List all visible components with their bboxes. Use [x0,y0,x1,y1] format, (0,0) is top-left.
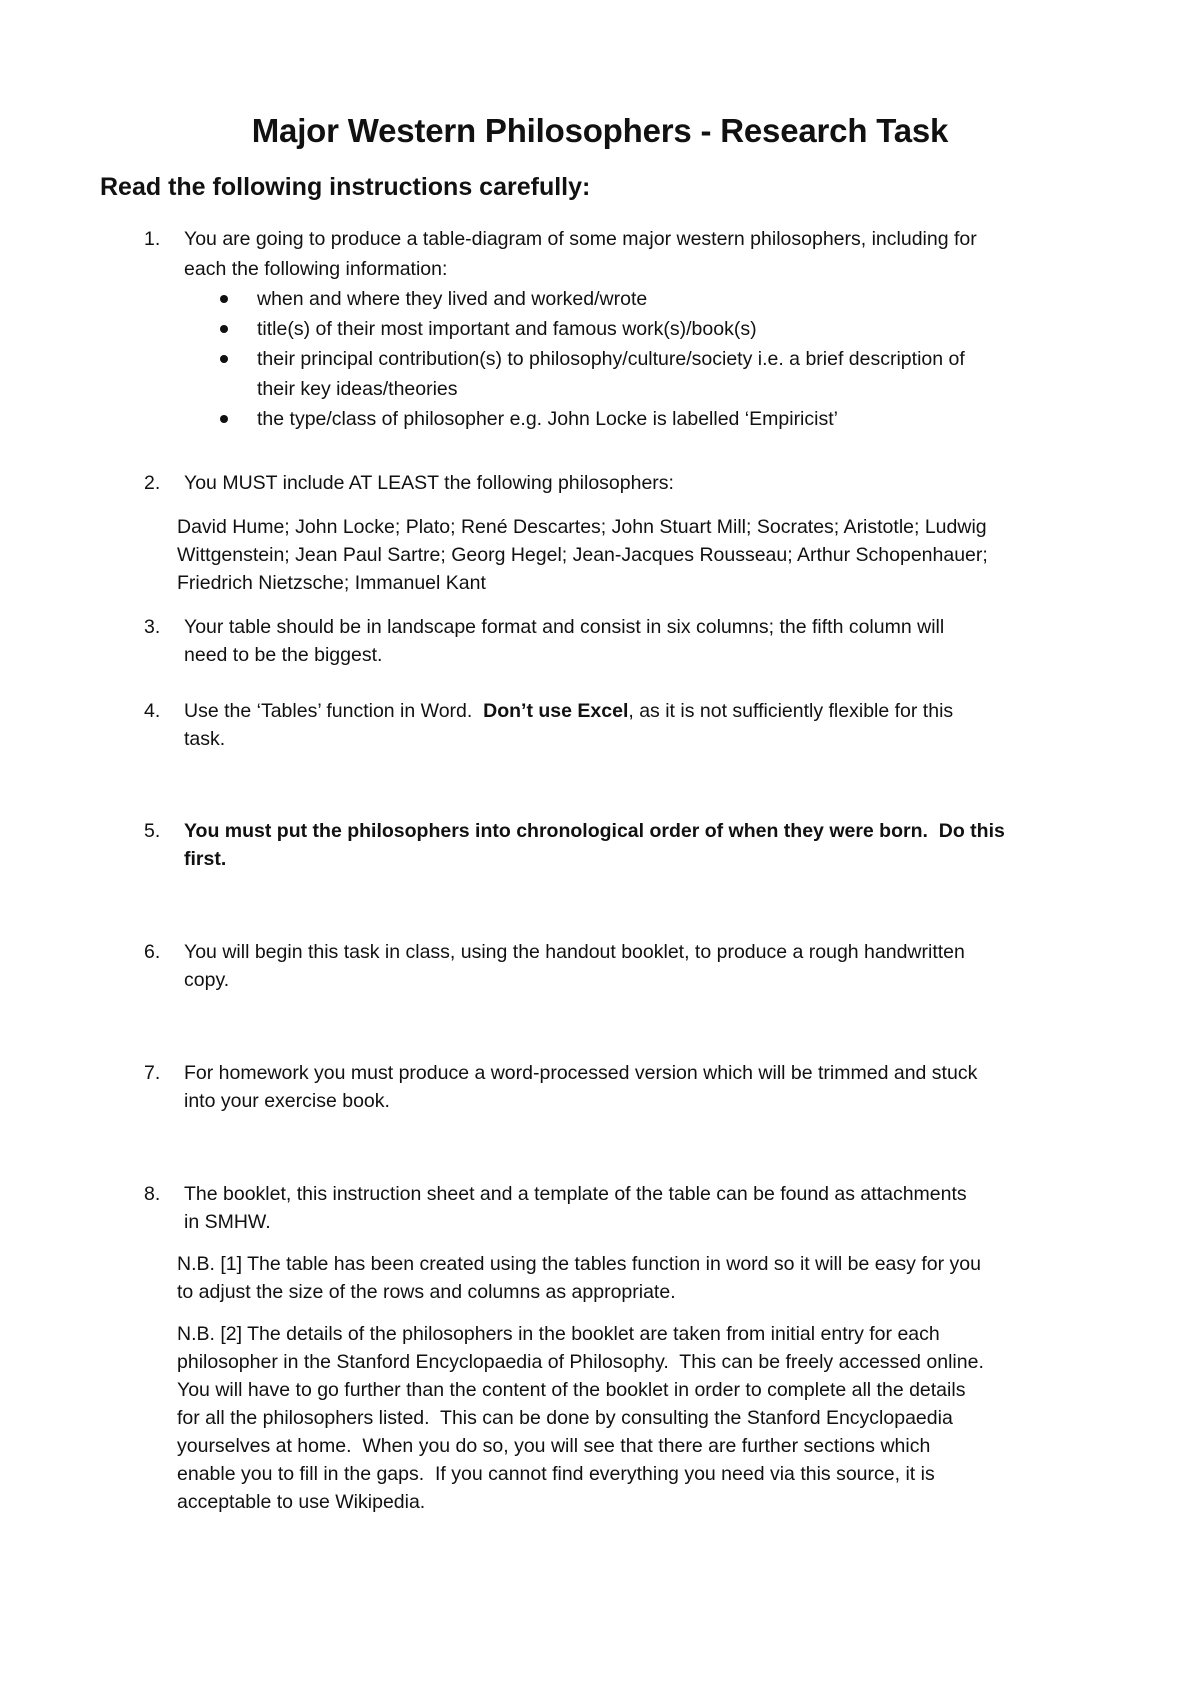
item-text [184,468,1100,498]
instruction-item-1 [100,224,1100,434]
document-title: Major Western Philosophers - Research Task [251,112,949,149]
item-number: 6. [144,941,161,963]
paragraph-line: N.B. [1] The table has been created using the tables function in word so it will be easy for you [177,1253,981,1275]
paragraph-line: enable you to fill in the gaps. If you cannot find everything you need via this source, it is [177,1463,935,1485]
paragraph-line: for all the philosophers listed. This can be done by consulting the Stanford Encyclopaedia [177,1407,953,1429]
excel-warning: Don’t use Excel [483,700,629,722]
item-line: copy. [184,969,230,991]
bullet-item [257,344,1100,404]
instruction-item-3 [100,613,1100,669]
bullet-text: their principal contribution(s) to philosophy/culture/society i.e. a brief description of [257,348,965,370]
item-line: Your table should be in landscape format and consist in six columns; the fifth column will [184,616,945,638]
bullet-item [257,284,1100,314]
item-line: , as it is not sufficiently flexible for this [628,700,954,722]
paragraph-line: Friedrich Nietzsche; Immanuel Kant [177,572,486,594]
item-line: in SMHW. [184,1211,271,1233]
instruction-list [100,224,1100,1516]
item-line: You must put the philosophers into chronological order of when they were born. Do this [184,820,1005,842]
item-line: For homework you must produce a word-processed version which will be trimmed and stuck [184,1062,978,1084]
bullet-text: their key ideas/theories [257,378,458,400]
instruction-item-5 [100,817,1100,873]
bullet-icon [220,415,228,423]
item-line: each the following information: [184,258,448,280]
bullet-item [257,314,1100,344]
bullet-icon [220,325,228,333]
paragraph-line: acceptable to use Wikipedia. [177,1491,426,1513]
nb-note-2 [100,1320,1100,1516]
nb-2-text [100,1320,1100,1516]
paragraph-line: N.B. [2] The details of the philosophers in the booklet are taken from initial entry for each [177,1323,940,1345]
instruction-item-7 [100,1059,1100,1115]
philosopher-names [100,513,1100,597]
instruction-item-6 [100,938,1100,994]
info-bullet-list [184,284,1100,434]
bullet-item [257,404,1100,434]
item-line: into your exercise book. [184,1090,390,1112]
item-text [184,938,1100,994]
paragraph-line: philosopher in the Stanford Encyclopaedia of Philosophy. This can be freely accessed online. [177,1351,984,1373]
item-line: first. [184,848,227,870]
item-line: You will begin this task in class, using the handout booklet, to produce a rough handwritten [184,941,965,963]
nb-1-text [100,1250,1100,1306]
item-line: task. [184,728,226,750]
instruction-item-8 [100,1180,1100,1236]
item-text [184,224,1100,284]
paragraph-line: You will have to go further than the content of the booklet in order to complete all the details [177,1379,966,1401]
bullet-icon [220,295,228,303]
paragraph-line: yourselves at home. When you do so, you will see that there are further sections which [177,1435,931,1457]
paragraph-line: David Hume; John Locke; Plato; René Descartes; John Stuart Mill; Socrates; Aristotle; Ludwig [177,516,987,538]
instruction-item-4 [100,697,1100,753]
item-number: 4. [144,700,161,722]
item-number: 7. [144,1062,161,1084]
bullet-text: when and where they lived and worked/wrote [257,288,648,310]
item-line: The booklet, this instruction sheet and a template of the table can be found as attachments [184,1183,967,1205]
paragraph-line: to adjust the size of the rows and columns as appropriate. [177,1281,676,1303]
instructions-heading: Read the following instructions carefully: [100,173,591,201]
bullet-text: title(s) of their most important and famous work(s)/book(s) [257,318,757,340]
item-number: 2. [144,472,161,494]
item-number: 5. [144,820,161,842]
item-text [184,697,1100,753]
instruction-item-2 [100,468,1100,498]
item-text [184,1180,1100,1236]
item-line: You are going to produce a table-diagram of some major western philosophers, including for [184,228,977,250]
item-text [184,613,1100,669]
item-number: 8. [144,1183,161,1205]
nb-note-1 [100,1250,1100,1306]
item-line: need to be the biggest. [184,644,383,666]
item-text [184,817,1100,873]
philosophers-paragraph [100,513,1100,597]
bullet-icon [220,355,228,363]
item-line: You MUST include AT LEAST the following philosophers: [184,472,674,494]
item-text [184,1059,1100,1115]
item-number: 3. [144,616,161,638]
bullet-text: the type/class of philosopher e.g. John Locke is labelled ‘Empiricist’ [257,408,838,430]
paragraph-line: Wittgenstein; Jean Paul Sartre; Georg Hegel; Jean-Jacques Rousseau; Arthur Schopenhauer; [177,544,988,566]
item-line: Use the ‘Tables’ function in Word. [184,700,484,722]
item-number: 1. [144,228,161,250]
